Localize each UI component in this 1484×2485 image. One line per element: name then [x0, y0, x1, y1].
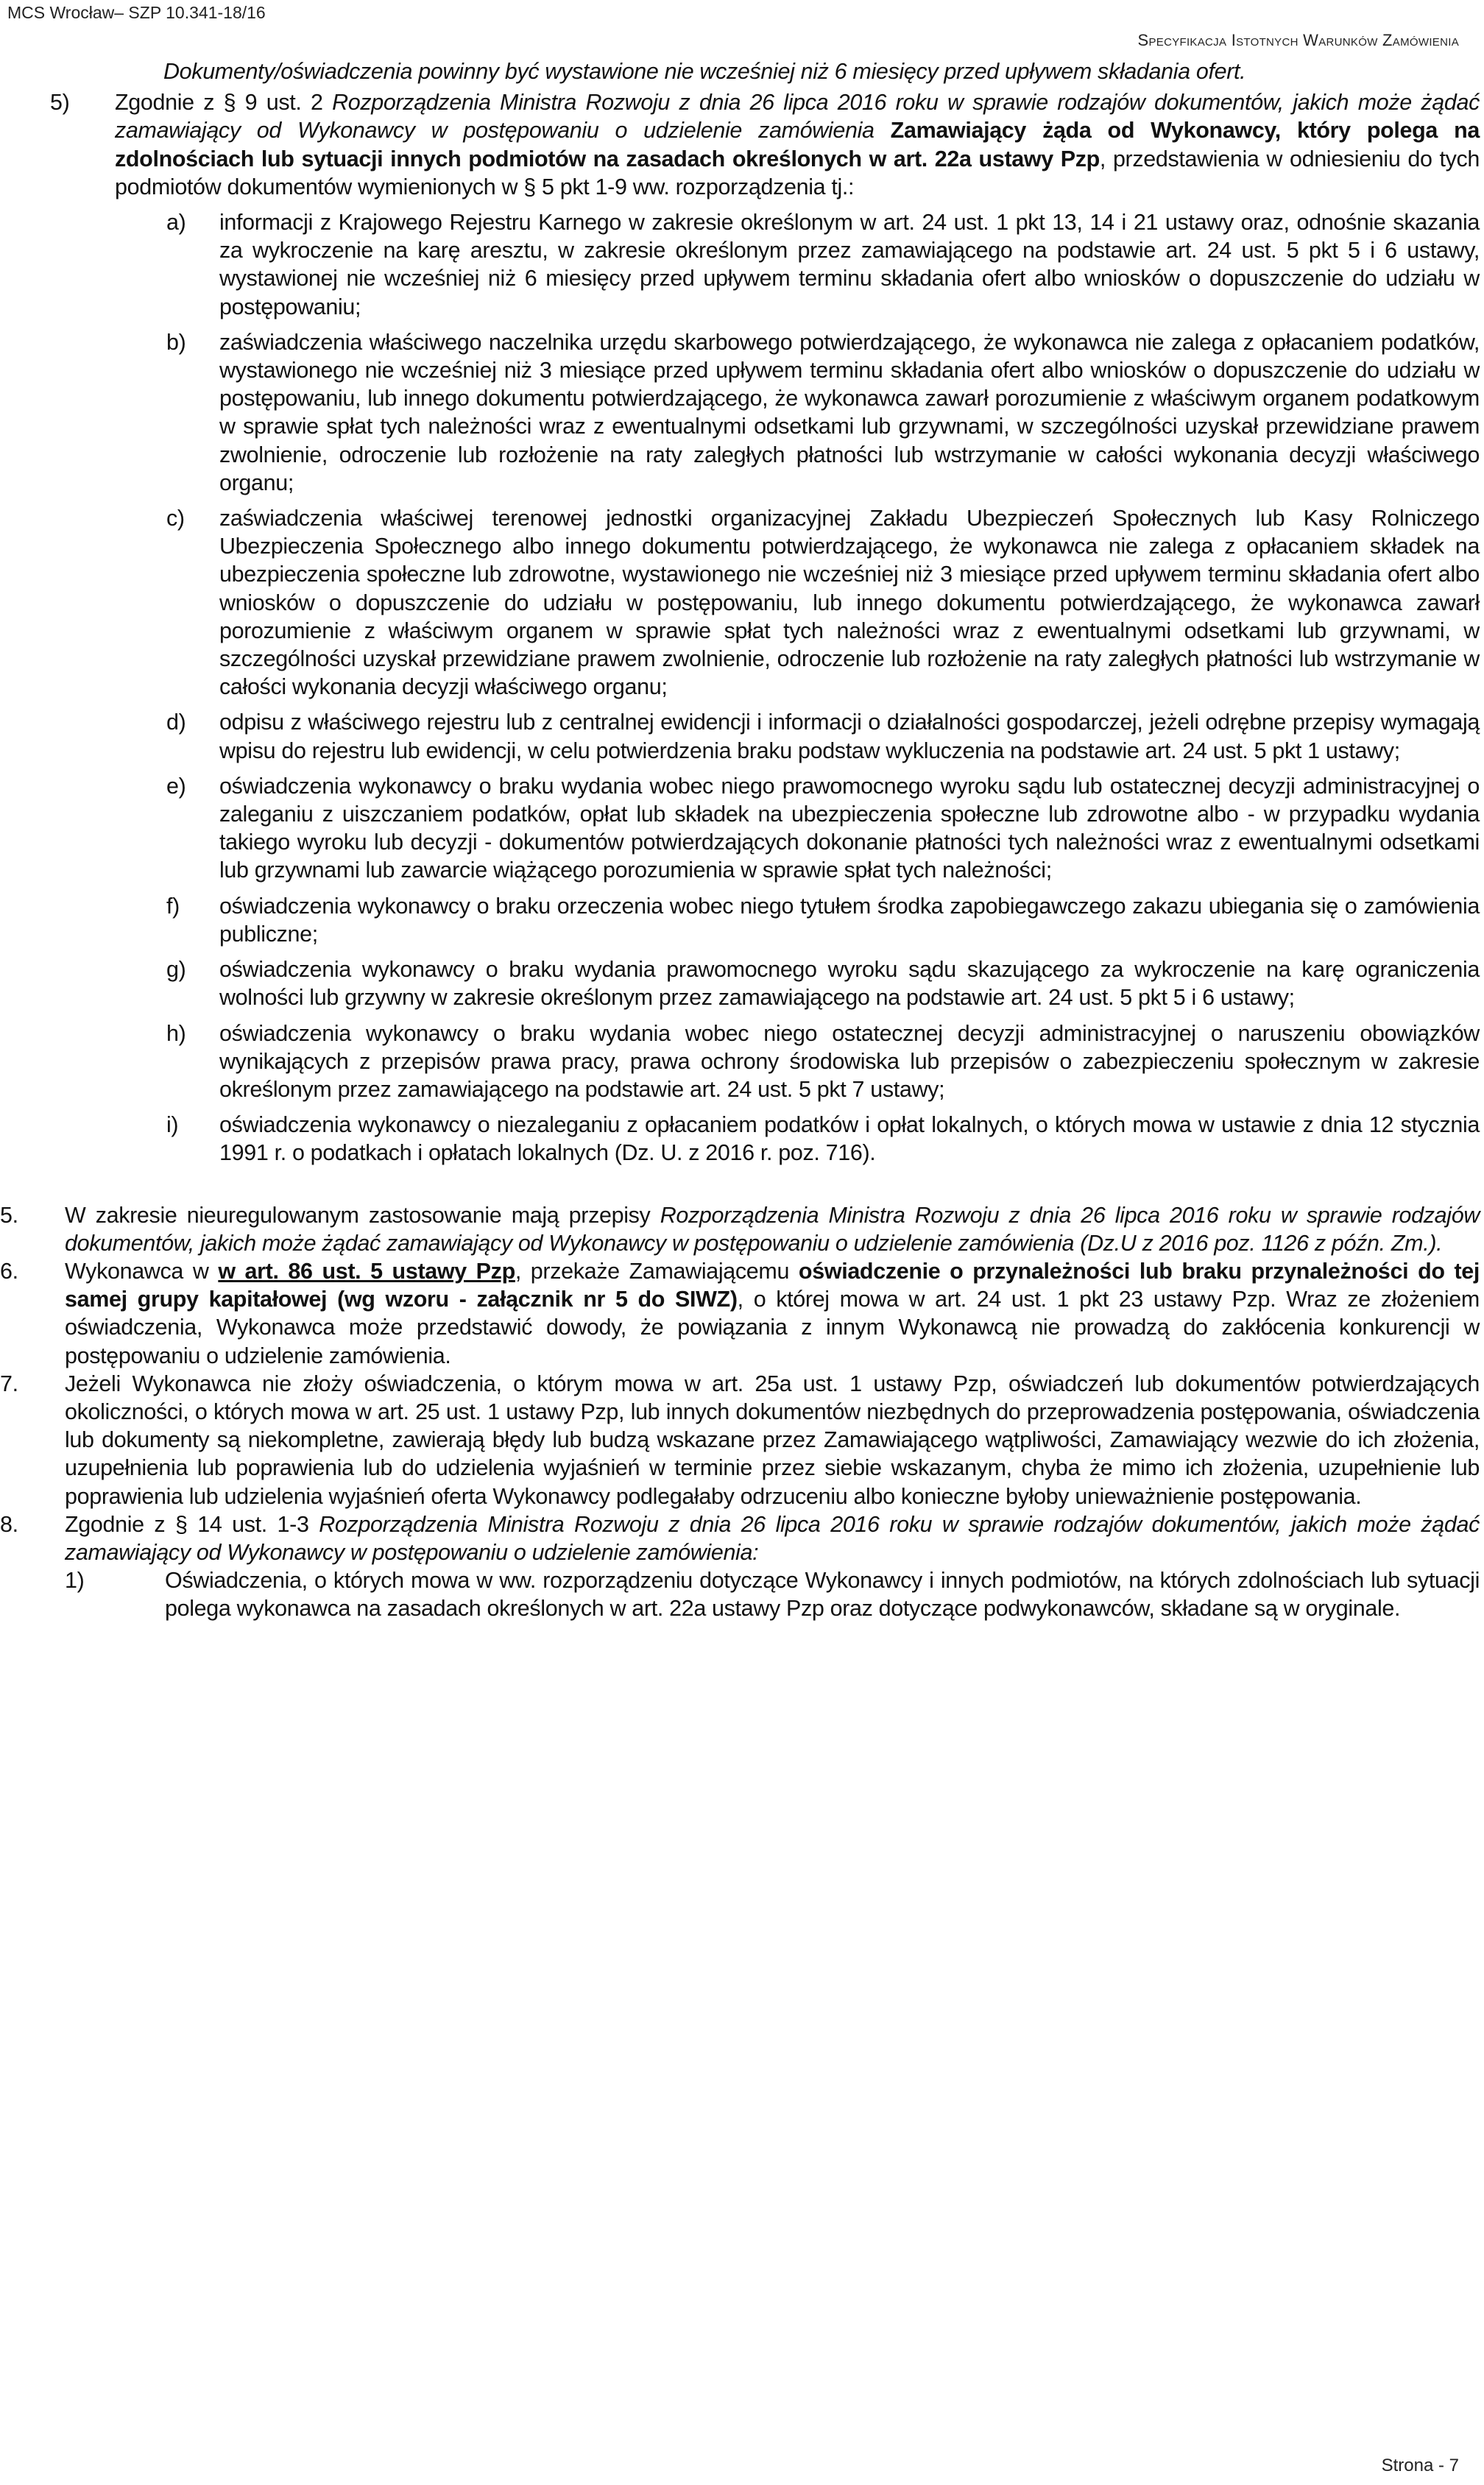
list-item-text: informacji z Krajowego Rejestru Karnego w zakresie określonym w art. 24 ust. 1 pkt 13, 14 i 21 ustawy oraz, odnośnie skazania za wykroczenie na karę aresztu, w zakresie określonym przez zamawiającego na podstawie art. 24 ust. 5 pkt 5 i 6 ustawy, wystawionej nie wcześniej niż 6 miesięcy przed upływem terminu składania ofert albo wniosków o dopuszczenie do udziału w postępowaniu; [219, 210, 1480, 319]
section-7-marker: 7. [0, 1371, 18, 1396]
list-item-text: zaświadczenia właściwego naczelnika urzędu skarbowego potwierdzającego, że wykonawca nie zalega z opłacaniem podatków, wystawionego nie wcześniej niż 3 miesiące przed upływem terminu składania ofert albo wniosków o dopuszczenie do udziału w postępowaniu, lub innego dokumentu potwierdzającego, że wykonawca zawarł porozumienie z właściwym organem podatkowym w sprawie spłat tych należności wraz z ewentualnymi odsetkami lub grzywnami, w szczególności uzyskał przewidziane prawem zwolnienie, odroczenie lub rozłożenie na raty zaległych płatności lub wstrzymanie w całości wykonania decyzji właściwego organu; [219, 329, 1480, 495]
point-5-requirement: Zamawiający żąda od Wykonawcy, który polega na zdolnościach lub sytuacji innych podmiotów na zasadach określonych w art. 22a ustawy Pzp [115, 118, 1480, 172]
section-8-text: Zgodnie z § 14 ust. 1-3 [65, 1511, 319, 1537]
section-6-marker: 6. [0, 1258, 18, 1284]
list-item [50, 1019, 1480, 1104]
section-6 [0, 1257, 1480, 1370]
section-8 [0, 1510, 1480, 1566]
list-item-text: oświadczenia wykonawcy o braku wydania wobec niego prawomocnego wyroku sądu lub ostatecznej decyzji administracyjnej o zaleganiu z uiszczaniem podatków, opłat lub składek na ubezpieczenia społeczne lub zdrowotne albo - w przypadku wydania takiego wyroku lub decyzji - dokumentów potwierdzających dokonanie płatności tych należności wraz z ewentualnymi odsetkami lub grzywnami lub zawarcie wiążącego porozumienia w sprawie spłat tych należności; [219, 773, 1480, 883]
section-6-text-5: , o której mowa w art. 24 ust. 1 pkt 23 ustawy Pzp. Wraz ze złożeniem oświadczenia, Wykonawca może przedstawić dowody, że powiązania z innym Wykonawcą nie prowadzą do zakłócenia konkurencji w postępowaniu o udzielenie zamówienia. [65, 1287, 1480, 1368]
section-6-legal-reference: w art. 86 ust. 5 ustawy Pzp [218, 1258, 515, 1284]
list-item-text: oświadczenia wykonawcy o braku wydania wobec niego ostatecznej decyzji administracyjnej o naruszeniu obowiązków wynikających z przepisów prawa pracy, prawa ochrony środowiska lub przepisów o zabezpieczeniu społecznym w zakresie określonym przez zamawiającego na podstawie art. 24 ust. 5 pkt 7 ustawy; [219, 1020, 1480, 1102]
section-5-regulation-title: Rozporządzenia Ministra Rozwoju z dnia 26 lipca 2016 roku w sprawie rodzajów dokumentów, jakich może żądać zamawiający od Wykonawcy w postępowaniu o udzielenie zamówienia (Dz.U z 2016 poz. 1126 z późn. Zm.). [65, 1202, 1480, 1256]
section-7-text: Jeżeli Wykonawca nie złoży oświadczenia, o którym mowa w art. 25a ust. 1 ustawy Pzp, oświadczeń lub dokumentów potwierdzających okoliczności, o których mowa w art. 25 ust. 1 ustawy Pzp, lub innych dokumentów niezbędnych do przeprowadzenia postępowania, oświadczenia lub dokumenty są niekompletne, zawierają błędy lub budzą wskazane przez Zamawiającego wątpliwości, Zamawiający wezwie do ich złożenia, uzupełnienia lub poprawienia lub do udzielenia wyjaśnień w terminie przez siebie wskazanym, chyba że mimo ich złożenia, uzupełnienie lub poprawienia lub udzielenia wyjaśnień oferta Wykonawcy podlegałaby odrzuceniu albo konieczne byłoby unieważnienie postępowania. [65, 1371, 1480, 1509]
section-8-point-1 [50, 1566, 1480, 1622]
continuation-text: Dokumenty/oświadczenia powinny być wystawione nie wcześniej niż 6 miesięcy przed upływem składania ofert. [163, 59, 1246, 84]
page-body [0, 57, 1480, 1623]
list-item [50, 708, 1480, 764]
list-item-marker: i) [166, 1112, 179, 1138]
list-item-text: odpisu z właściwego rejestru lub z centralnej ewidencji i informacji o działalności gospodarczej, jeżeli odrębne przepisy wymagają wpisu do rejestru lub ewidencji, w celu potwierdzenia braku podstaw wykluczenia na podstawie art. 24 ust. 5 pkt 1 ustawy; [219, 710, 1480, 763]
list-item-text: zaświadczenia właściwej terenowej jednostki organizacyjnej Zakładu Ubezpieczeń Społecznych lub Kasy Rolniczego Ubezpieczenia Społecznego albo innego dokumentu potwierdzającego, że wykonawca nie zalega z opłacaniem składek na ubezpieczenia społeczne lub zdrowotne, wystawionego nie wcześniej niż 3 miesiące przed upływem terminu składania ofert albo wniosków o dopuszczenie do udziału w postępowaniu, lub innego dokumentu potwierdzającego, że wykonawca zawarł porozumienie z właściwym organem w sprawie spłat tych należności wraz z ewentualnymi odsetkami lub grzywnami, w szczególności uzyskał przewidziane prawem zwolnienie, odroczenie lub rozłożenie na raty zaległych płatności lub wstrzymanie w całości wykonania decyzji właściwego organu; [219, 506, 1480, 700]
point-5-text-4: , przedstawienia w odniesieniu do tych podmiotów dokumentów wymienionych w § 5 pkt 1-9 ww. rozporządzenia tj.: [115, 146, 1480, 199]
sub-item-list [50, 208, 1480, 1167]
page-number: Strona - 7 [1381, 2456, 1459, 2475]
list-item-text: oświadczenia wykonawcy o niezaleganiu z opłacaniem podatków i opłat lokalnych, o których mowa w ustawie z dnia 12 stycznia 1991 r. o podatkach i opłatach lokalnych (Dz. U. z 2016 r. poz. 716). [219, 1112, 1480, 1166]
section-6-statement-required: oświadczenie o przynależności lub braku przynależności do tej samej grupy kapitałowej (wg wzoru - załącznik nr 5 do SIWZ) [65, 1258, 1480, 1312]
section-5-text: W zakresie nieuregulowanym zastosowanie mają przepisy [65, 1202, 660, 1228]
list-item-marker: g) [166, 957, 186, 983]
list-item [50, 892, 1480, 948]
section-5-marker: 5. [0, 1202, 18, 1228]
document-title-header: Specyfikacja Istotnych Warunków Zamówienia [1137, 31, 1459, 49]
list-item-marker: h) [166, 1020, 186, 1046]
continuation-paragraph [50, 57, 1480, 85]
list-item-marker: e) [166, 773, 186, 799]
section-7 [0, 1370, 1480, 1510]
section-5 [0, 1201, 1480, 1257]
list-item-marker: f) [166, 893, 180, 919]
list-item [50, 955, 1480, 1011]
list-item [50, 772, 1480, 885]
point-5-paragraph [50, 88, 1480, 201]
section-8-point-1-text: Oświadczenia, o których mowa w ww. rozporządzeniu dotyczące Wykonawcy i innych podmiotów, na których zdolnościach lub sytuacji polega wykonawca na zasadach określonych w art. 22a ustawy Pzp oraz dotyczące podwykonawców, składane są w oryginale. [165, 1568, 1480, 1622]
section-6-text-1: Wykonawca w [65, 1258, 219, 1284]
list-item-text: oświadczenia wykonawcy o braku orzeczenia wobec niego tytułem środka zapobiegawczego zakazu ubiegania się o zamówienia publiczne; [219, 893, 1480, 947]
list-item-marker: a) [166, 210, 186, 236]
list-item [50, 504, 1480, 701]
list-item-marker: b) [166, 329, 186, 355]
section-8-regulation-title: Rozporządzenia Ministra Rozwoju z dnia 26 lipca 2016 roku w sprawie rodzajów dokumentów, jakich może żądać zamawiający od Wykonawcy w postępowaniu o udzielenie zamówienia: [65, 1511, 1480, 1565]
document-reference: MCS Wrocław– SZP 10.341-18/16 [7, 3, 266, 22]
list-item-text: oświadczenia wykonawcy o braku wydania prawomocnego wyroku sądu skazującego za wykroczenie na karę ograniczenia wolności lub grzywny w zakresie określonym przez zamawiającego na podstawie art. 24 ust. 5 pkt 5 i 6 ustawy; [219, 957, 1480, 1011]
section-8-marker: 8. [0, 1511, 18, 1537]
section-6-text-3: , przekaże Zamawiającemu [515, 1258, 799, 1284]
point-5-text-1: Zgodnie z § 9 ust. 2 [115, 90, 333, 116]
list-item [50, 1111, 1480, 1167]
list-item-marker: c) [166, 506, 185, 531]
list-item [50, 328, 1480, 497]
list-item-marker: d) [166, 710, 186, 735]
section-8-point-1-marker: 1) [65, 1568, 85, 1594]
point-5-regulation-title: Rozporządzenia Ministra Rozwoju z dnia 26 lipca 2016 roku w sprawie rodzajów dokumentów, jakich może żądać zamawiający od Wykonawcy w postępowaniu o udzielenie zamówienia [115, 90, 1480, 144]
point-5-marker: 5) [50, 90, 70, 116]
list-item [50, 208, 1480, 321]
